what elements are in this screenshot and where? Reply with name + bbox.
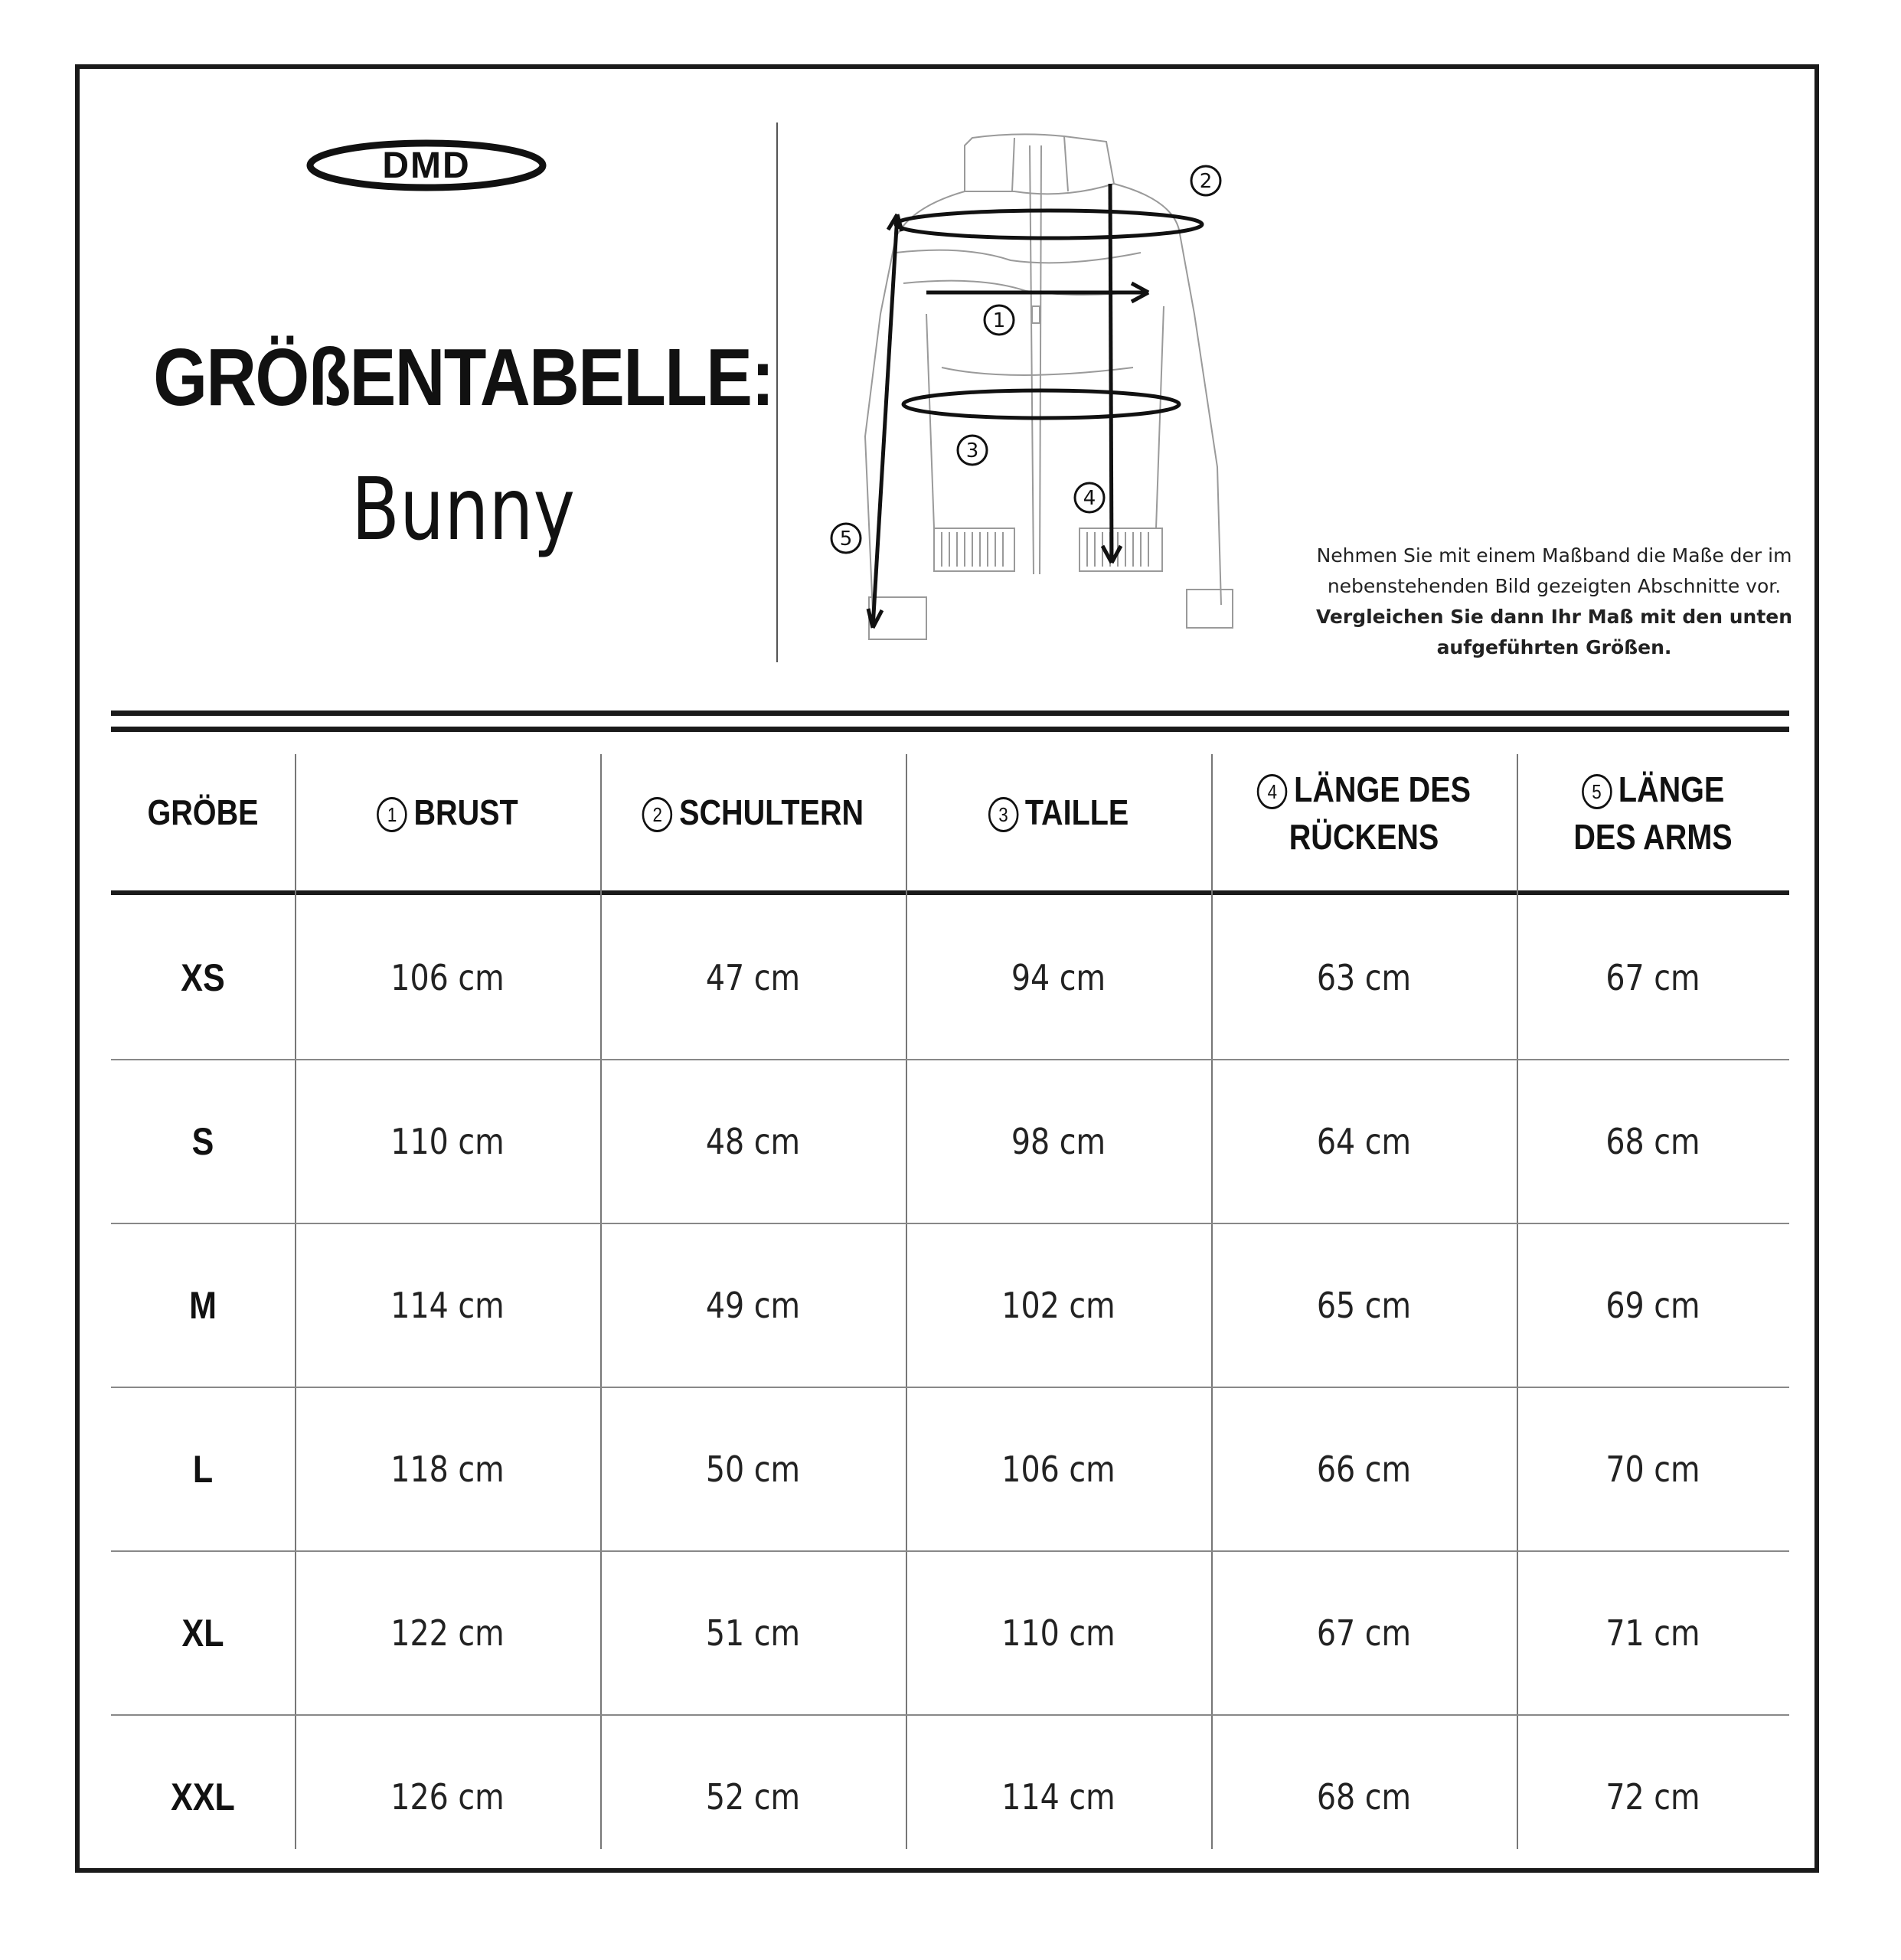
measurement-cell: 126 cm [390,1776,505,1818]
column-header [622,789,884,836]
measurement-cell: 98 cm [1011,1121,1106,1162]
dmd-logo [306,139,547,191]
column-header-line-1: LÄNGE DES [1294,769,1471,809]
measurement-cell: 94 cm [1011,957,1106,998]
measurement-cell: 51 cm [705,1612,801,1654]
size-label: XL [181,1612,224,1655]
measurement-cell: 70 cm [1605,1449,1700,1490]
column-header [316,789,579,836]
column-separator [600,754,602,1849]
measurement-cell: 114 cm [1001,1776,1115,1818]
header-divider [776,122,778,662]
page-title: GRÖßENTABELLE: [153,332,773,423]
marker-4: 4 [1083,487,1096,510]
measurement-cell: 67 cm [1605,957,1700,998]
size-label: L [192,1448,214,1491]
column-header [1536,766,1770,861]
top-rule-2 [111,727,1789,732]
marker-5: 5 [839,528,853,550]
column-header-line-2: RÜCKENS [1289,817,1439,857]
row-separator [111,1059,1789,1060]
measurement-cell: 68 cm [1605,1121,1700,1162]
measurement-cell: 69 cm [1605,1285,1700,1326]
measurement-cell: 71 cm [1605,1612,1700,1654]
column-separator [1211,754,1213,1849]
marker-1: 1 [992,309,1006,332]
column-header [927,789,1190,836]
column-header-line-1: TAILLE [1024,792,1129,832]
header-rule [111,890,1789,895]
column-separator [295,754,296,1849]
column-header-line-1: GRÖBE [147,792,259,832]
size-label: XXL [171,1775,235,1818]
instructions-line-4: aufgeführten Größen. [1436,636,1672,658]
measurement-cell: 50 cm [705,1449,801,1490]
measurement-cell: 106 cm [390,957,505,998]
marker-2: 2 [1199,170,1213,193]
measurement-cell: 66 cm [1316,1449,1412,1490]
column-header [1233,766,1495,861]
measurement-cell: 68 cm [1316,1776,1412,1818]
size-label: XS [181,956,225,999]
column-header-line-1: BRUST [413,792,518,832]
product-name: Bunny [351,460,575,560]
measurement-cell: 49 cm [705,1285,801,1326]
column-separator [906,754,907,1849]
measurement-cell: 110 cm [390,1121,505,1162]
column-header [124,789,282,836]
row-separator [111,1550,1789,1552]
measurement-cell: 64 cm [1316,1121,1412,1162]
instructions-line-1: Nehmen Sie mit einem Maßband die Maße der im [1316,544,1792,567]
instructions-line-2: nebenstehenden Bild gezeigten Abschnitte vor. [1327,575,1782,597]
column-number-badge: 4 [1257,774,1288,809]
measurement-cell: 102 cm [1001,1285,1115,1326]
measurement-cell: 114 cm [390,1285,505,1326]
top-rule-1 [111,710,1789,716]
column-number-badge: 5 [1582,774,1612,809]
column-header-line-2: DES ARMS [1573,817,1733,857]
jacket-diagram [812,115,1286,651]
logo-text: DMD [382,145,471,186]
row-separator [111,1387,1789,1388]
measurement-cell: 47 cm [705,957,801,998]
measurement-cell: 118 cm [390,1449,505,1490]
measurement-cell: 122 cm [390,1612,505,1654]
column-header-line-1: SCHULTERN [679,792,864,832]
column-number-badge: 3 [988,797,1019,832]
marker-3: 3 [965,439,979,462]
measurement-cell: 48 cm [705,1121,801,1162]
measurement-cell: 106 cm [1001,1449,1115,1490]
measurement-cell: 52 cm [705,1776,801,1818]
column-number-badge: 2 [642,797,673,832]
column-header-line-1: LÄNGE [1618,769,1725,809]
measurement-cell: 72 cm [1605,1776,1700,1818]
measuring-instructions [1302,541,1807,663]
column-separator [1517,754,1518,1849]
measurement-cell: 67 cm [1316,1612,1412,1654]
measurement-cell: 110 cm [1001,1612,1115,1654]
instructions-line-3: Vergleichen Sie dann Ihr Maß mit den unten [1315,606,1793,628]
row-separator [111,1223,1789,1224]
column-number-badge: 1 [377,797,407,832]
size-label: S [191,1120,214,1163]
row-separator [111,1714,1789,1716]
size-label: M [189,1284,217,1327]
measurement-cell: 63 cm [1316,957,1412,998]
measurement-cell: 65 cm [1316,1285,1412,1326]
